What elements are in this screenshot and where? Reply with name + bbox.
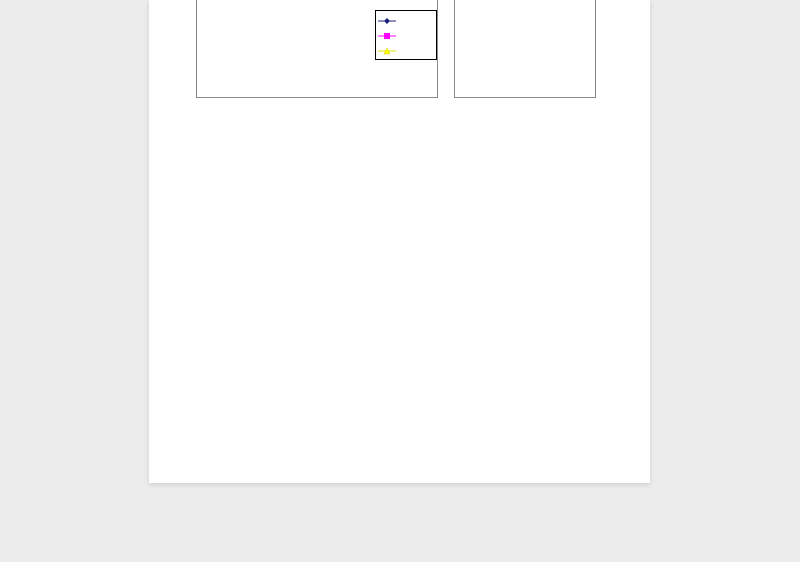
legend-item-revenue (378, 15, 436, 27)
chart-unit-price-plot (455, 0, 595, 97)
legend-marker-square-icon (378, 31, 396, 41)
chart-sales-trend (196, 0, 438, 98)
legend-marker-triangle-icon (378, 46, 396, 56)
chart-unit-price-trend (454, 0, 596, 98)
legend-item-cost (378, 30, 436, 42)
legend-marker-diamond-icon (378, 16, 396, 26)
legend-item-quantity (378, 45, 436, 57)
chart-legend (375, 10, 437, 60)
sales-data-table (196, 103, 592, 426)
